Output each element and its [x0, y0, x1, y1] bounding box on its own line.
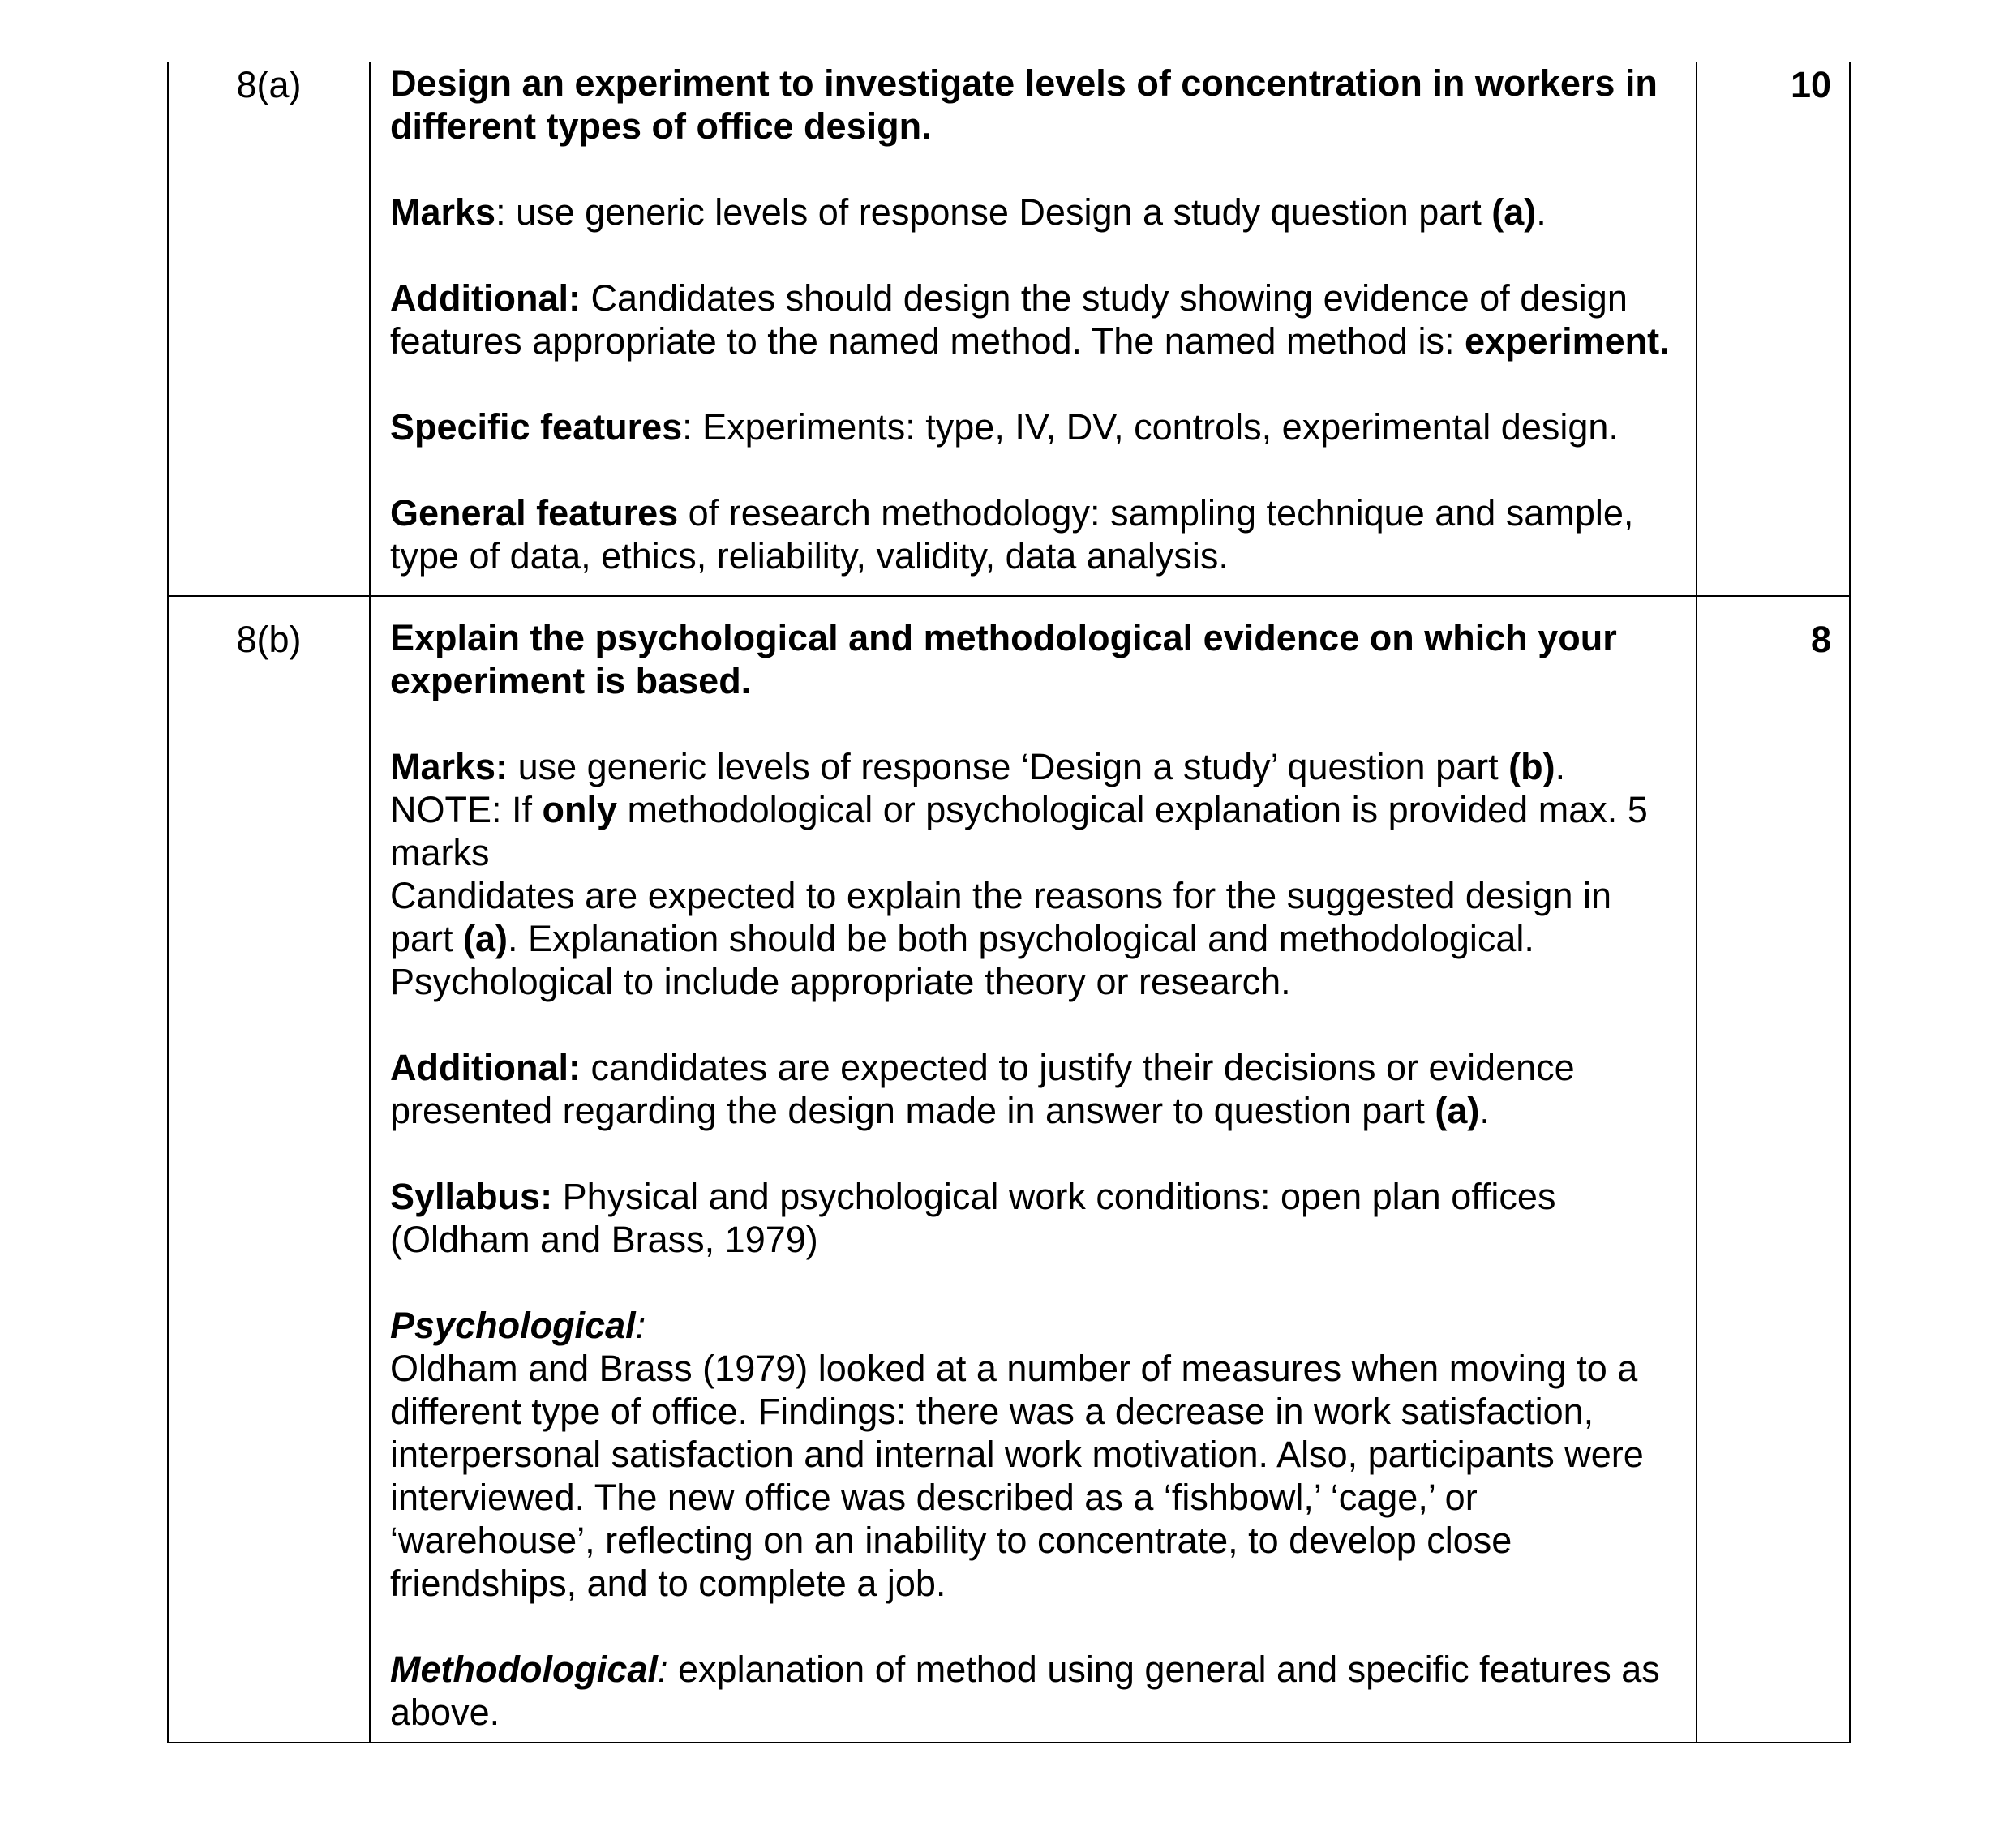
marks-guidance: Marks: use generic levels of response Design a study question part (a).	[390, 191, 1547, 233]
psychological-heading: Psychological:	[390, 1305, 646, 1346]
specific-features: Specific features: Experiments: type, IV, DV, controls, experimental design.	[390, 406, 1619, 448]
question-heading: Design an experiment to investigate levels of concentration in workers in different types of office design.	[390, 62, 1658, 147]
methodological-text: Methodological: explanation of method using general and specific features as above.	[390, 1649, 1660, 1733]
syllabus-text: Syllabus: Physical and psychological work conditions: open plan offices (Oldham and Brass, 1979)	[390, 1176, 1556, 1260]
table-row	[168, 62, 1850, 596]
mark-scheme-table	[167, 62, 1851, 1743]
note-text: NOTE: If only methodological or psychological explanation is provided max. 5 marks	[390, 789, 1648, 873]
psychological-text: Oldham and Brass (1979) looked at a number of measures when moving to a different type of office. Findings: there was a decrease in work satisfaction, interpersonal satisfaction and internal work motivation. Also, participants were interviewed. The new office was described as a ‘fishbowl,’ ‘cage,’ or ‘warehouse’, reflecting on an inability to concentrate, to develop close friendships, and to complete a job.	[390, 1348, 1644, 1604]
marks-value: 10	[1790, 64, 1831, 105]
answer-cell	[370, 62, 1697, 596]
answer-cell	[370, 596, 1697, 1743]
additional-guidance: Additional: candidates are expected to justify their decisions or evidence presented regarding the design made in answer to question part (a).	[390, 1047, 1575, 1131]
marks-cell	[1697, 596, 1850, 1743]
additional-guidance: Additional: Candidates should design the study showing evidence of design features appropriate to the named method. The named method is: experiment.	[390, 277, 1670, 362]
question-number: 8(b)	[236, 619, 302, 660]
question-number-cell	[168, 596, 370, 1743]
marks-cell	[1697, 62, 1850, 596]
marks-guidance: Marks: use generic levels of response ‘Design a study’ question part (b).	[390, 746, 1566, 787]
marks-value: 8	[1810, 619, 1831, 660]
question-heading: Explain the psychological and methodological evidence on which your experiment is based.	[390, 617, 1617, 701]
question-number-cell	[168, 62, 370, 596]
expectation-text: Candidates are expected to explain the reasons for the suggested design in part (a). Explanation should be both psychological and methodological. Psychological to include appropriate theory or research.	[390, 875, 1612, 1002]
general-features: General features of research methodology: sampling technique and sample, type of data, ethics, reliability, validity, data analysis.	[390, 492, 1634, 577]
question-number: 8(a)	[236, 64, 302, 105]
table-row	[168, 596, 1850, 1743]
